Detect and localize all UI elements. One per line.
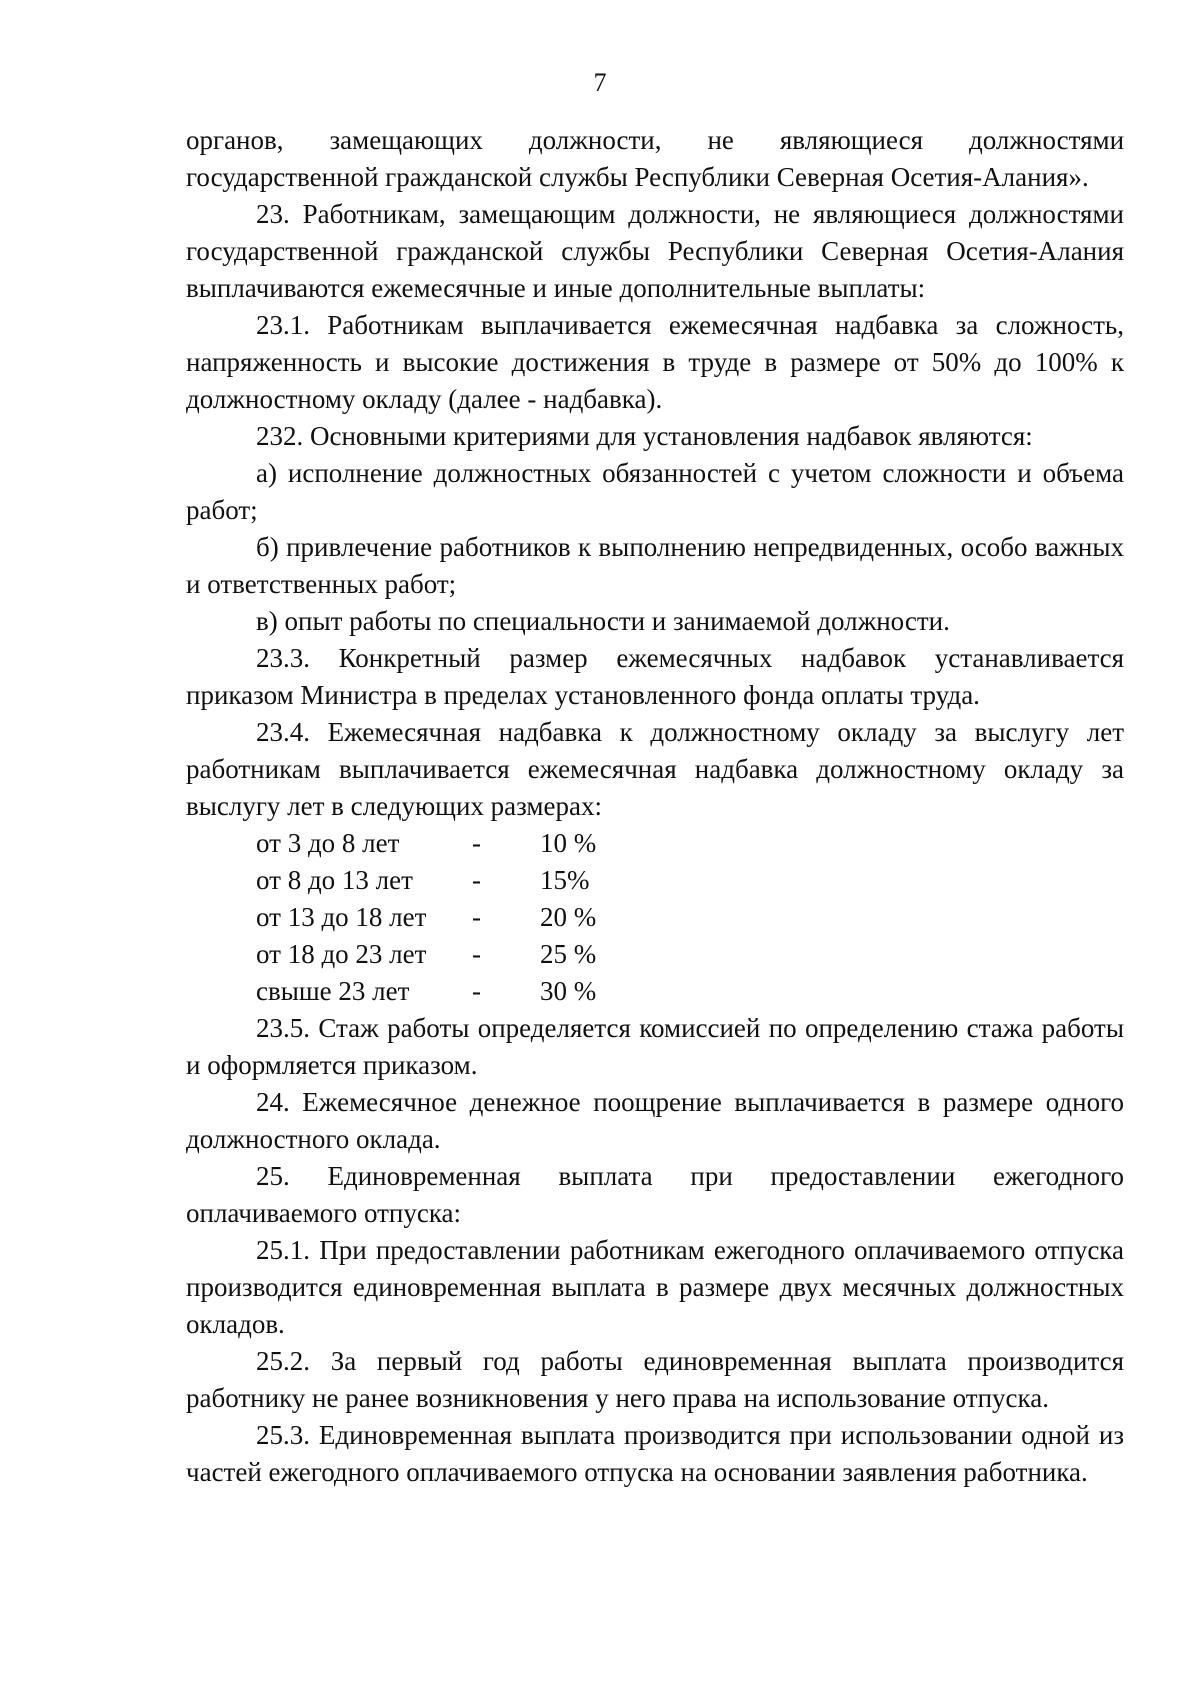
seniority-bonus-table (256, 825, 596, 1010)
intro-word: замещающих (329, 125, 483, 155)
paragraph-25-2: 25.2. За первый год работы единовременная выплата производится работнику не ранее возникновения у него права на использование отпуска. (186, 1346, 1124, 1413)
tier-percent: 20 % (540, 902, 597, 932)
tier-range: свыше 23 лет (256, 976, 410, 1006)
paragraph-23: 23. Работникам, замещающим должности, не являющиеся должностями государственной гражданской службы Республики Северная Осетия-Алания выплачиваются ежемесячные и иные дополнительные выплаты: (186, 199, 1124, 303)
paragraph-23-1: 23.1. Работникам выплачивается ежемесячная надбавка за сложность, напряженность и высокие достижения в труде в размере от 50% до 100% к должностному окладу (далее - надбавка). (186, 310, 1124, 414)
table-row (256, 973, 596, 1010)
tier-percent: 25 % (540, 939, 597, 969)
paragraph-24: 24. Ежемесячное денежное поощрение выплачивается в размере одного должностного оклада. (186, 1087, 1124, 1154)
intro-paragraph (186, 122, 1124, 196)
intro-word: должности, (528, 125, 662, 155)
tier-range: от 8 до 13 лет (256, 865, 413, 895)
tier-range: от 3 до 8 лет (256, 828, 400, 858)
tier-range: от 13 до 18 лет (256, 902, 427, 932)
tier-dash: - (472, 902, 481, 932)
intro-line-1 (186, 122, 1124, 159)
intro-word: не (707, 125, 734, 155)
paragraph-23-5: 23.5. Стаж работы определяется комиссией по определению стажа работы и оформляется приказом. (186, 1013, 1124, 1080)
criterion-v: в) опыт работы по специальности и занимаемой должности. (256, 606, 950, 636)
page-number: 7 (593, 68, 607, 97)
paragraph-25-1: 25.1. При предоставлении работникам ежегодного оплачиваемого отпуска производится единовременная выплата в размере двух месячных должностных окладов. (186, 1235, 1124, 1339)
table-row (256, 936, 596, 973)
tier-range: от 18 до 23 лет (256, 939, 427, 969)
paragraph-25-3: 25.3. Единовременная выплата производится при использовании одной из частей ежегодного оплачиваемого отпуска на основании заявления работника. (186, 1420, 1124, 1487)
table-row (256, 825, 596, 862)
tier-percent: 30 % (540, 976, 597, 1006)
paragraph-25: 25. Единовременная выплата при предоставлении ежегодного оплачиваемого отпуска: (186, 1161, 1124, 1228)
intro-word: должностями (969, 125, 1125, 155)
tier-dash: - (472, 939, 481, 969)
paragraph-23-2: 232. Основными критериями для установления надбавок являются: (256, 421, 1033, 451)
document-body (186, 122, 1124, 1491)
tier-percent: 15% (540, 865, 590, 895)
criterion-b: б) привлечение работников к выполнению непредвиденных, особо важных и ответственных работ; (186, 532, 1124, 599)
table-row (256, 862, 596, 899)
tier-dash: - (472, 865, 481, 895)
paragraph-23-4: 23.4. Ежемесячная надбавка к должностному окладу за выслугу лет работникам выплачивается ежемесячная надбавка должностному окладу за выслугу лет в следующих размерах: (186, 717, 1124, 821)
paragraph-23-3: 23.3. Конкретный размер ежемесячных надбавок устанавливается приказом Министра в пределах установленного фонда оплаты труда. (186, 643, 1124, 710)
tier-percent: 10 % (540, 828, 597, 858)
intro-word: органов, (186, 125, 284, 155)
table-row (256, 899, 596, 936)
criterion-a: а) исполнение должностных обязанностей с учетом сложности и объема работ; (186, 458, 1124, 525)
tier-dash: - (472, 828, 481, 858)
intro-word: являющиеся (779, 125, 924, 155)
tier-dash: - (472, 976, 481, 1006)
intro-line-2: государственной гражданской службы Республики Северная Осетия-Алания». (186, 162, 1089, 192)
